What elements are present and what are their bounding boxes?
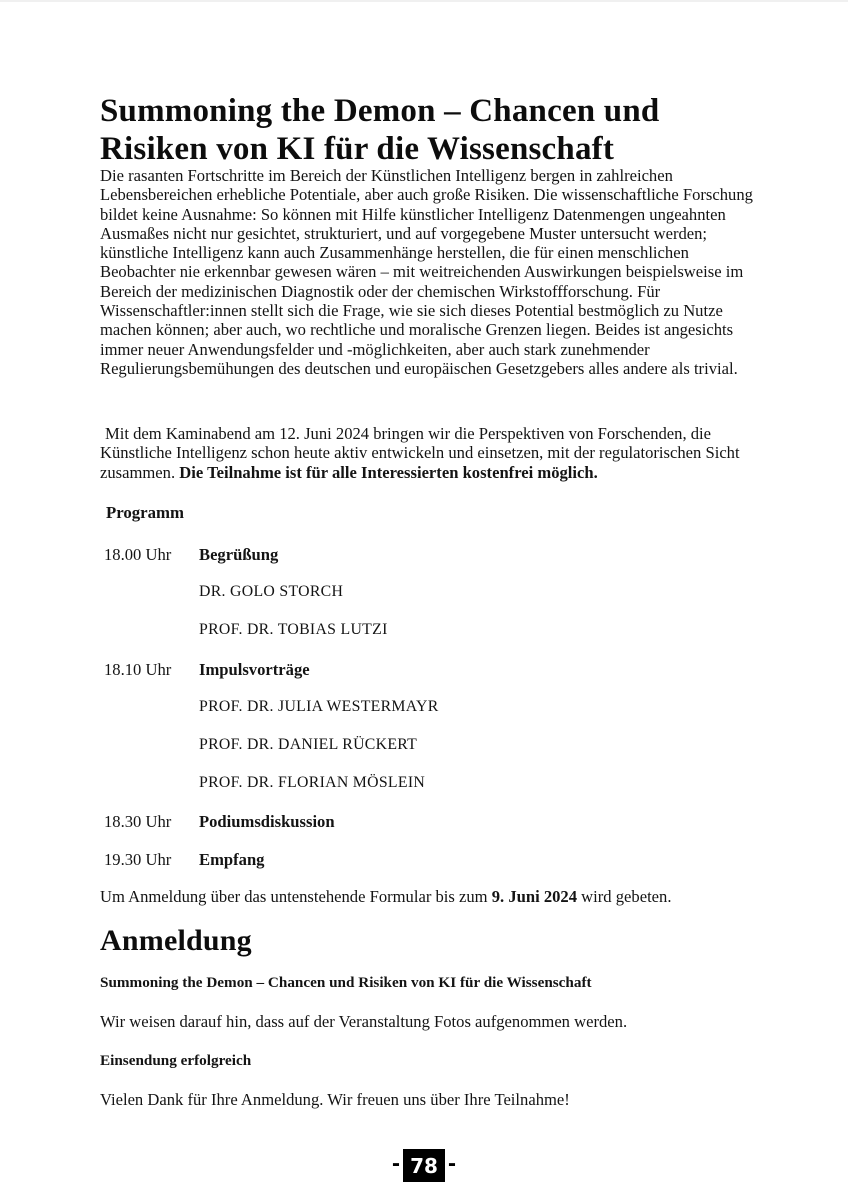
anmeldung-heading: Anmeldung — [100, 924, 252, 957]
thanks-message: Vielen Dank für Ihre Anmeldung. Wir freuen uns über Ihre Teilnahme! — [100, 1090, 570, 1109]
footer-dash-right: - — [448, 1150, 456, 1177]
program-session-label: Empfang — [199, 850, 265, 869]
program-speaker-name: PROF. DR. FLORIAN MÖSLEIN — [199, 774, 426, 791]
page-title — [100, 92, 780, 168]
program-row — [0, 583, 848, 603]
scan-edge-line — [0, 0, 848, 2]
program-row — [0, 774, 848, 794]
program-row — [0, 812, 848, 832]
page-footer — [0, 1149, 848, 1182]
footer-dash-left: - — [392, 1150, 400, 1177]
program-row — [0, 850, 848, 870]
event-paragraph-text: Mit dem Kaminabend am 12. Juni 2024 bringen wir die Perspektiven von Forschenden, die Künstliche Intelligenz schon heute aktiv entwickeln und einsetzen, mit der regulatorischen Sicht zusammen. — [100, 424, 740, 482]
program-row — [0, 736, 848, 756]
program-time: 19.30 Uhr — [104, 850, 172, 869]
submission-success-label: Einsendung erfolgreich — [100, 1052, 252, 1069]
form-title: Summoning the Demon – Chancen und Risiken von KI für die Wissenschaft — [100, 974, 592, 991]
page-number-box — [403, 1149, 445, 1182]
page-number: 78 — [410, 1153, 438, 1178]
program-time: 18.10 Uhr — [104, 660, 172, 679]
program-session-label: Begrüßung — [199, 545, 279, 564]
program-time: 18.00 Uhr — [104, 545, 172, 564]
registration-note-pre: Um Anmeldung über das untenstehende Formular bis zum — [100, 887, 492, 906]
program-session-label: Impulsvorträge — [199, 660, 310, 679]
page-title-line2: Risiken von KI für die Wissenschaft — [100, 131, 615, 168]
free-admission-note: Die Teilnahme ist für alle Interessierten kostenfrei möglich. — [179, 462, 598, 482]
registration-note — [100, 887, 800, 907]
registration-note-post: wird gebeten. — [577, 887, 672, 906]
intro-paragraph: Die rasanten Fortschritte im Bereich der Künstlichen Intelligenz bergen in zahlreichen Lebensbereichen erhebliche Potentiale, aber auch große Risiken. Die wissenschaftliche Forschung bildet keine Ausnahme: So können mit Hilfe künstlicher Intelligenz Datenmengen ungeahnten Ausmaßes nicht nur gesichtet, strukturiert, und auf vorgegebene Muster untersucht werden; künstliche Intelligenz kann auch Zusammenhänge herstellen, die für einen menschlichen Beobachter nie erkennbar gewesen wären – mit weitreichenden Auswirkungen beispielsweise im Bereich der medizinischen Diagnostik oder der chemischen Wirkstoffforschung. Für Wissenschaftler:innen stellt sich die Frage, wie sie sich dieses Potential bestmöglich zu Nutze machen können; aber auch, wo rechtliche und moralische Grenzen liegen. Beides ist angesichts immer neuer Anwendungsfelder und -möglichkeiten, aber auch stark zunehmender Regulierungsbemühungen des deutschen und europäischen Gesetzgebers alles andere als trivial. — [100, 166, 753, 378]
program-speaker-name: PROF. DR. DANIEL RÜCKERT — [199, 736, 418, 753]
program-row — [0, 660, 848, 680]
program-session-label: Podiumsdiskussion — [199, 812, 335, 831]
program-heading: Programm — [106, 503, 184, 522]
program-speaker-name: PROF. DR. JULIA WESTERMAYR — [199, 698, 439, 715]
registration-deadline: 9. Juni 2024 — [491, 887, 578, 906]
program-row — [0, 698, 848, 718]
program-time: 18.30 Uhr — [104, 812, 172, 831]
program-row — [0, 621, 848, 641]
event-paragraph — [100, 424, 755, 482]
program-row — [0, 545, 848, 565]
program-speaker-name: DR. GOLO STORCH — [199, 583, 344, 600]
page-title-line1: Summoning the Demon – Chancen und — [100, 93, 660, 130]
photo-notice: Wir weisen darauf hin, dass auf der Veranstaltung Fotos aufgenommen werden. — [100, 1012, 628, 1031]
program-speaker-name: PROF. DR. TOBIAS LUTZI — [199, 621, 388, 638]
